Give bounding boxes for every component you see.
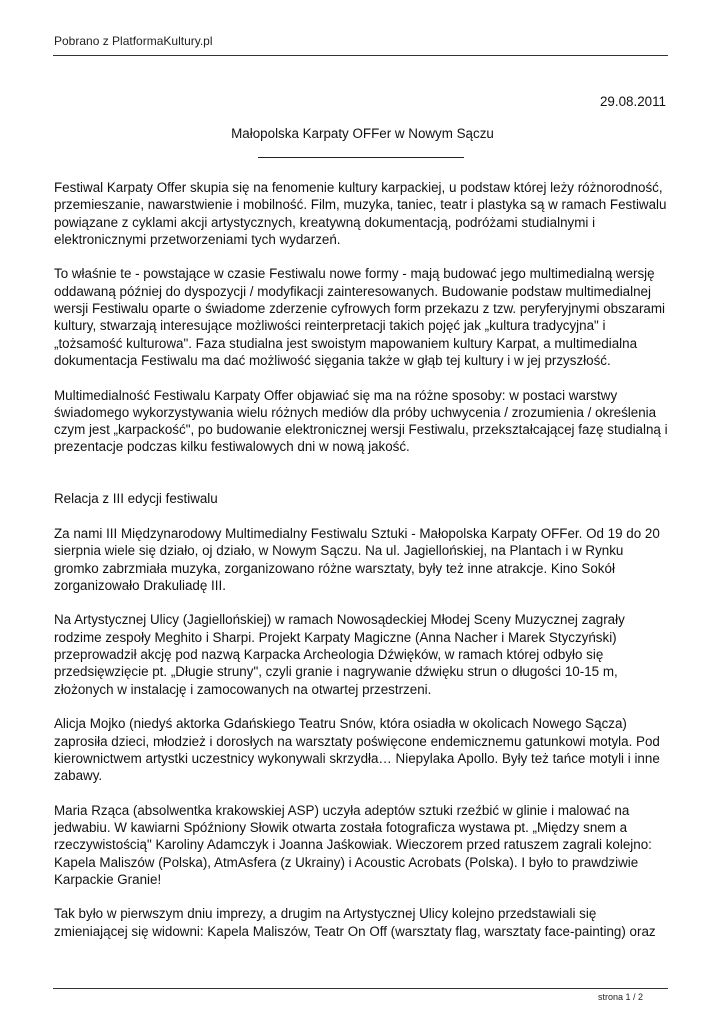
paragraph: Za nami III Międzynarodowy Multimedialny Festiwalu Sztuki - Małopolska Karpaty OFFer. Od 19 do 20 sierpnia wiele się działo, oj działo, w Nowym Sączu. Na ul. Jagiellońskiej, na Plantach i w Rynku gromko zabrzmiała muzyka, zorganizowano różne warsztaty, były też inne atrakcje. Kino Sokół zorganizowało Drakuliadę III. <box>54 525 660 593</box>
page-number: strona 1 / 2 <box>597 992 643 1002</box>
paragraph: Multimedialność Festiwalu Karpaty Offer objawiać się ma na różne sposoby: w postaci warstwy świadomego wykorzystywania wielu różnych mediów dla próby uchwycenia / zrozumienia / określenia czym jest „karpackość", po budowanie elektronicznej wersji Festiwalu, przekształcającej fazę studialną i prezentacje podczas kilku festiwalowych dni w nową jakość. <box>54 387 668 455</box>
paragraph: To właśnie te - powstające w czasie Festiwalu nowe formy - mają budować jego multimedialną wersję oddawaną później do dyspozycji / modyfikacji zainteresowanych. Budowanie podstaw multimedialnej wersji Festiwalu oparte o świadome zderzenie cyfrowych form przekazu z tzw. peryferyjnymi obszarami kultury, stwarzają interesujące możliwości reinterpretacji takich pojęć jak „kultura tradycyjna" i „tożsamość kulturowa". Faza studialna jest swoistym mapowaniem kultury Karpat, a multimedialna dokumentacja Festiwalu ma dać możliwość sięgania także w głąb tej kultury i w jej przyszłość. <box>54 266 665 368</box>
paragraph: Tak było w pierwszym dniu imprezy, a drugim na Artystycznej Ulicy kolejno przedstawiali się zmieniającej się widowni: Kapela Maliszów, Teatr On Off (warsztaty flag, warsztaty face-painting) oraz <box>54 906 656 939</box>
title-underline <box>258 157 464 158</box>
paragraph: Maria Rząca (absolwentka krakowskiej ASP) uczyła adeptów sztuki rzeźbić w glinie i malować na jedwabiu. W kawiarni Spóźniony Słowik otwarta została fotograficza wystawa pt. „Między snem a rzeczywistością" Karoliny Adamczyk i Joanna Jaśkowiak. Wieczorem przed ratuszem zagrali kolejno: Kapela Maliszów (Polska), AtmAsfera (z Ukrainy) i Acoustic Acrobats (Polska). I było to prawdziwie Karpackie Granie! <box>54 802 652 887</box>
article-body <box>54 179 670 957</box>
footer-divider <box>53 988 668 989</box>
section-heading: Relacja z III edycji festiwalu <box>54 491 218 507</box>
article-date: 29.08.2011 <box>599 94 666 109</box>
header-divider <box>53 55 668 56</box>
paragraph: Na Artystycznej Ulicy (Jagiellońskiej) w ramach Nowosądeckiej Młodej Sceny Muzycznej zagrały rodzime zespoły Meghito i Sharpi. Projekt Karpaty Magiczne (Anna Nacher i Marek Styczyński) przeprowadził akcję pod nazwą Karpacka Archeologia Dźwięków, w ramach której odbyło się przedsięwzięcie pt. „Długie struny", czyli granie i nagrywanie dźwięku strun o długości 10-15 m, złożonych w instalację i zamocowanych na otwartej przestrzeni. <box>54 612 625 697</box>
paragraph: Festiwal Karpaty Offer skupia się na fenomenie kultury karpackiej, u podstaw której leży różnorodność, przemieszanie, nawarstwienie i mobilność. Film, muzyka, taniec, teatr i plastyka są w ramach Festiwalu powiązane z cyklami akcji artystycznych, kreatywną dokumentacją, podróżami studialnymi i elektronicznymi przetworzeniami tych wydarzeń. <box>54 180 667 247</box>
paragraph: Alicja Mojko (niedyś aktorka Gdańskiego Teatru Snów, która osiadła w okolicach Nowego Sącza) zaprosiła dzieci, młodzież i dorosłych na warsztaty poświęcone endemicznemu gatunkowi motyla. Pod kierownictwem artystki uczestnicy wykonywali skrzydła… Niepylaka Apollo. Były też tańce motyli i inne zabawy. <box>54 716 660 784</box>
article-title: Małopolska Karpaty OFFer w Nowym Sączu <box>231 126 494 141</box>
page-header-source: Pobrano z PlatformaKultury.pl <box>54 34 213 48</box>
